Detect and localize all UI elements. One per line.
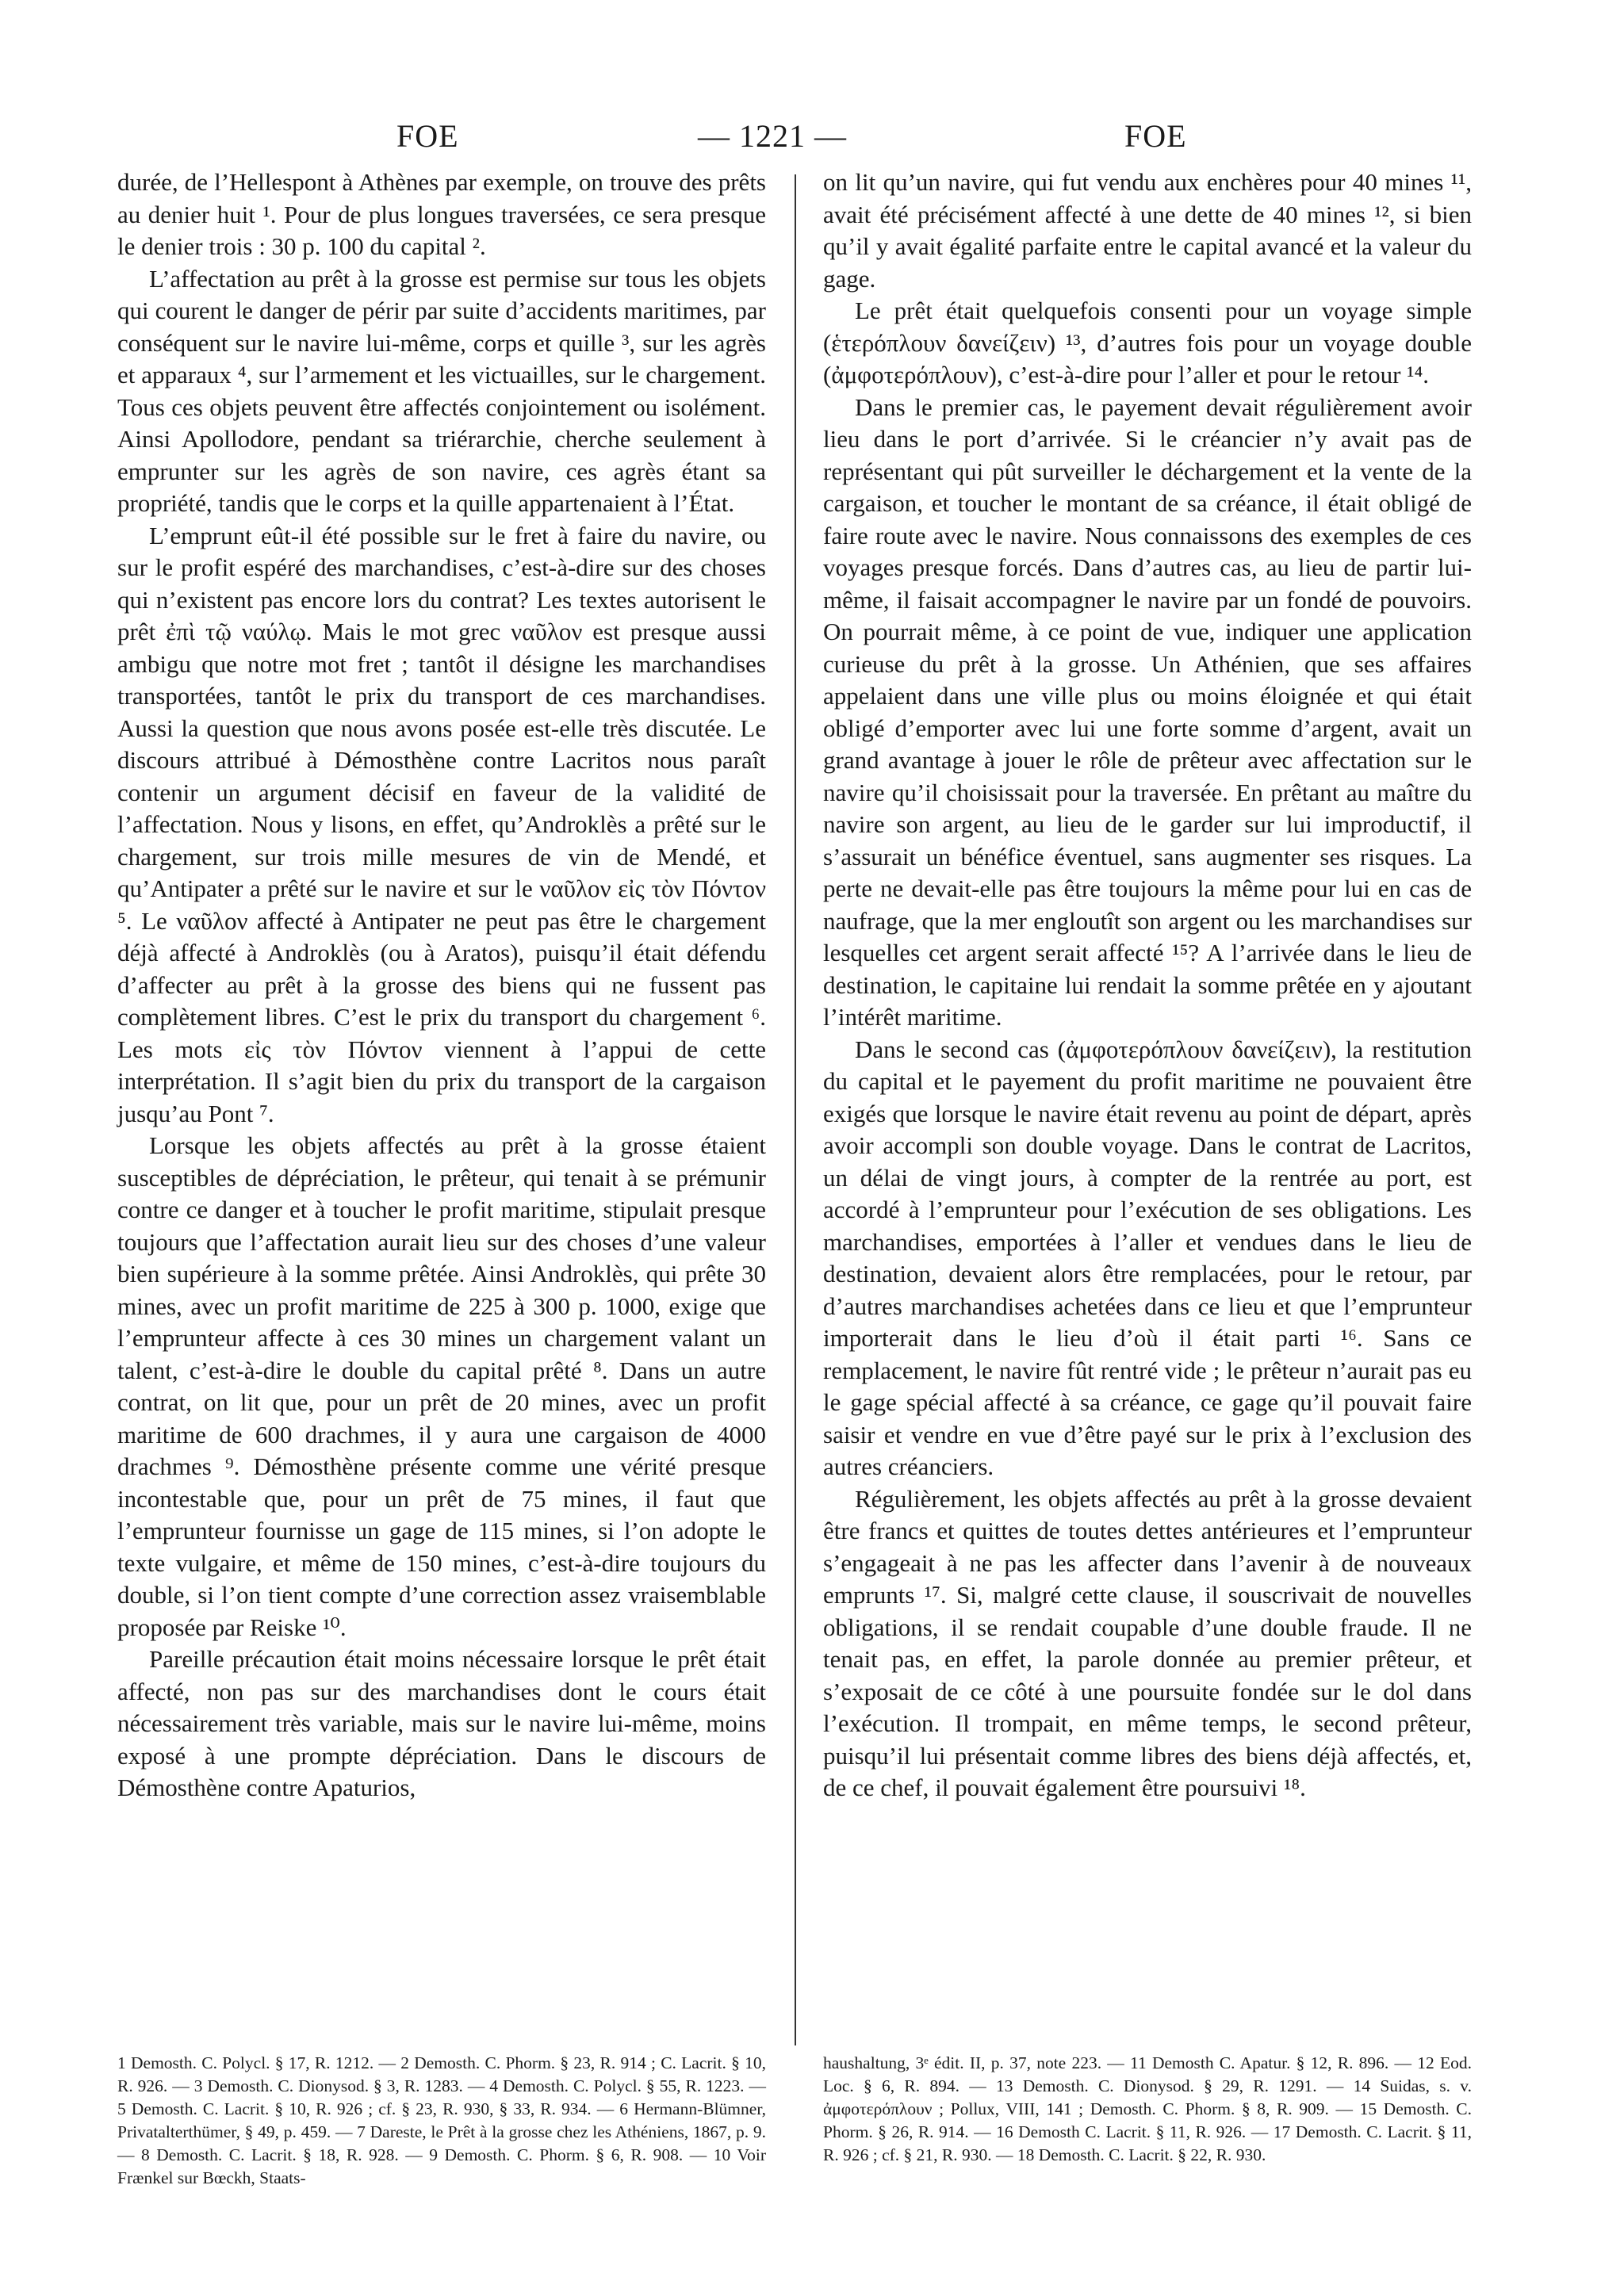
paragraph: Dans le premier cas, le payement devait régulièrement avoir lieu dans le port d’arrivée. Si le créancier n’y avait pas de représentant qui pût surveiller le déchargement et la vente de la cargaison, et toucher le montant de sa créance, il était obligé de faire route avec le navire. Nous connaissons des exemples de ces voyages presque forcés. Dans d’autres cas, au lieu de partir lui-même, il faisait accompagner le navire par un fondé de pouvoirs. On pourrait même, à ce point de vue, indiquer une application curieuse du prêt à la grosse. Un Athénien, que ses affaires appelaient dans une ville plus ou moins éloignée et qui était obligé d’emporter avec lui une forte somme d’argent, avait un grand avantage à jouer le rôle de prêteur avec affectation sur le navire qu’il choisissait pour la traversée. En prêtant au maître du navire son argent, au lieu de le garder sur lui improductif, il s’assurait un bénéfice éventuel, sans augmenter ses risques. La perte ne devait-elle pas être toujours la même pour lui en cas de naufrage, que la mer engloutît son argent ou les marchandises sur lesquelles cet argent serait affecté ¹⁵? A l’arrivée dans le lieu de destination, le capitaine lui rendait la somme prêtée en y ajoutant l’intérêt maritime. xyxy=(823,392,1472,1031)
paragraph: Lorsque les objets affectés au prêt à la grosse étaient susceptibles de dépréciation, le prêteur, qui tenait à se prémunir contre ce danger et à toucher le profit maritime, stipulait presque toujours que l’affectation aurait lieu sur des choses d’une valeur bien supérieure à la somme prêtée. Ainsi Androklès, qui prête 30 mines, avec un profit maritime de 225 à 300 p. 1000, exige que l’emprunteur affecte à ces 30 mines un chargement valant un talent, c’est-à-dire le double du capital prêté ⁸. Dans un autre contrat, on lit que, pour un prêt de 20 mines, avec un profit maritime de 600 drachmes, il y aura une cargaison de 4000 drachmes ⁹. Démosthène présente comme une vérité presque incontestable que, pour un prêt de 75 mines, il faut que l’emprunteur fournisse un gage de 115 mines, si l’on adopte le texte vulgaire, et même de 150 mines, c’est-à-dire toujours du double, si l’on tient compte d’une correction assez vraisemblable proposée par Reiske ¹⁰. xyxy=(117,1131,766,1641)
right-column xyxy=(823,166,1472,1804)
column-divider xyxy=(795,174,796,2045)
paragraph: durée, de l’Hellespont à Athènes par exemple, on trouve des prêts au denier huit ¹. Pour de plus longues traversées, ce sera presque le denier trois : 30 p. 100 du capital ². xyxy=(117,168,766,260)
running-head-left: FOE xyxy=(396,118,459,154)
paragraph: Le prêt était quelquefois consenti pour un voyage simple (ἑτερόπλουν δανείζειν) ¹³, d’autres fois pour un voyage double (ἀμφοτερόπλουν), c’est-à-dire pour l’aller et pour le retour ¹⁴. xyxy=(823,297,1472,388)
left-column xyxy=(117,166,766,1804)
paragraph: L’affectation au prêt à la grosse est permise sur tous les objets qui courent le danger de périr par suite d’accidents maritimes, par conséquent sur le navire lui-même, corps et quille ³, sur les agrès et apparaux ⁴, sur l’armement et les victuailles, sur le chargement. Tous ces objets peuvent être affectés conjointement ou isolément. Ainsi Apollodore, pendant sa triérarchie, cherche seulement à emprunter sur les agrès de son navire, ces agrès étant sa propriété, tandis que le corps et la quille appartenaient à l’État. xyxy=(117,264,766,517)
running-head-right: FOE xyxy=(1124,118,1187,154)
paragraph: Régulièrement, les objets affectés au prêt à la grosse devaient être francs et quittes de toutes dettes antérieures et l’emprunteur s’engageait à ne pas les affecter dans l’avenir à de nouveaux emprunts ¹⁷. Si, malgré cette clause, il souscrivait de nouvelles obligations, il se rendait coupable d’une double fraude. Il ne tenait pas, en effet, la parole donnée au premier prêteur, et s’exposait de ce côté à une poursuite fondée sur le dol dans l’exécution. Il trompait, en même temps, le second prêteur, puisqu’il lui présentait comme libres des biens déjà affectés, et, de ce chef, il pouvait également être poursuivi ¹⁸. xyxy=(823,1484,1472,1801)
paragraph: on lit qu’un navire, qui fut vendu aux enchères pour 40 mines ¹¹, avait été précisément affecté à une dette de 40 mines ¹², si bien qu’il y avait égalité parfaite entre le capital avancé et la valeur du gage. xyxy=(823,168,1472,293)
footnotes-left: 1 Demosth. C. Polycl. § 17, R. 1212. — 2 Demosth. C. Phorm. § 23, R. 914 ; C. Lacrit. § 10, R. 926. — 3 Demosth. C. Dionysod. § 3, R. 1283. — 4 Demosth. C. Polycl. § 55, R. 1223. — 5 Demosth. C. Lacrit. § 10, R. 926 ; cf. § 23, R. 930, § 33, R. 934. — 6 Hermann-Blümner, Privatalterthümer, § 49, p. 459. — 7 Dareste, le Prêt à la grosse chez les Athéniens, 1867, p. 9. — 8 Demosth. C. Lacrit. § 18, R. 928. — 9 Demosth. C. Phorm. § 6, R. 908. — 10 Voir Frænkel sur Bœckh, Staats- xyxy=(117,2053,766,2187)
page-number: — 1221 — xyxy=(698,118,847,154)
paragraph: L’emprunt eût-il été possible sur le fret à faire du navire, ou sur le profit espéré des marchandises, c’est-à-dire sur des choses qui n’existent pas encore lors du contrat? Les textes autorisent le prêt ἐπὶ τῷ ναύλῳ. Mais le mot grec ναῦλον est presque aussi ambigu que notre mot fret ; tantôt il désigne les marchandises transportées, tantôt le prix du transport de ces marchandises. Aussi la question que nous avons posée est-elle très discutée. Le discours attribué à Démosthène contre Lacritos nous paraît contenir un argument décisif en faveur de la validité de l’affectation. Nous y lisons, en effet, qu’Androklès a prêté sur le chargement, sur trois mille mesures de vin de Mendé, et qu’Antipater a prêté sur le navire et sur le ναῦλον εἰς τὸν Πόντον ⁵. Le ναῦλον affecté à Antipater ne peut pas être le chargement déjà affecté à Androklès (ou à Aratos), puisqu’il était défendu d’affecter au prêt à la grosse des biens qui ne fussent pas complètement libres. C’est le prix du transport du chargement ⁶. Les mots εἰς τὸν Πόντον viennent à l’appui de cette interprétation. Il s’agit bien du prix du transport de la cargaison jusqu’au Pont ⁷. xyxy=(117,521,766,1127)
footnotes-right: haushaltung, 3ᵉ édit. II, p. 37, note 223. — 11 Demosth C. Apatur. § 12, R. 896. — 12 Eod. Loc. § 6, R. 894. — 13 Demosth. C. Dionysod. § 29, R. 1291. — 14 Suidas, s. v. ἀμφοτερόπλουν ; Pollux, VIII, 141 ; Demosth. C. Phorm. § 8, R. 909. — 15 Demosth. C. Phorm. § 26, R. 914. — 16 Demosth C. Lacrit. § 11, R. 926. — 17 Demosth. C. Lacrit. § 11, R. 926 ; cf. § 21, R. 930. — 18 Demosth. C. Lacrit. § 22, R. 930. xyxy=(823,2053,1472,2164)
paragraph: Dans le second cas (ἀμφοτερόπλουν δανείζειν), la restitution du capital et le payement du profit maritime ne pouvaient être exigés que lorsque le navire était revenu au point de départ, après avoir accompli son double voyage. Dans le contrat de Lacritos, un délai de vingt jours, à compter de la rentrée au port, est accordé à l’emprunteur pour l’exécution de ses obligations. Les marchandises, emportées à l’aller et vendues dans le lieu de destination, devaient alors être remplacées, pour le retour, par d’autres marchandises achetées dans ce lieu et que l’emprunteur importerait dans le lieu d’où il était parti ¹⁶. Sans ce remplacement, le navire fût rentré vide ; le prêteur n’aurait pas eu le gage spécial affecté à sa créance, ce gage qu’il pouvait faire saisir et vendre en vue d’être payé sur le prix à l’exclusion des autres créanciers. xyxy=(823,1035,1472,1480)
paragraph: Pareille précaution était moins nécessaire lorsque le prêt était affecté, non pas sur des marchandises dont le cours était nécessairement très variable, mais sur le navire lui-même, moins exposé à une prompte dépréciation. Dans le discours de Démosthène contre Apaturios, xyxy=(117,1645,766,1801)
